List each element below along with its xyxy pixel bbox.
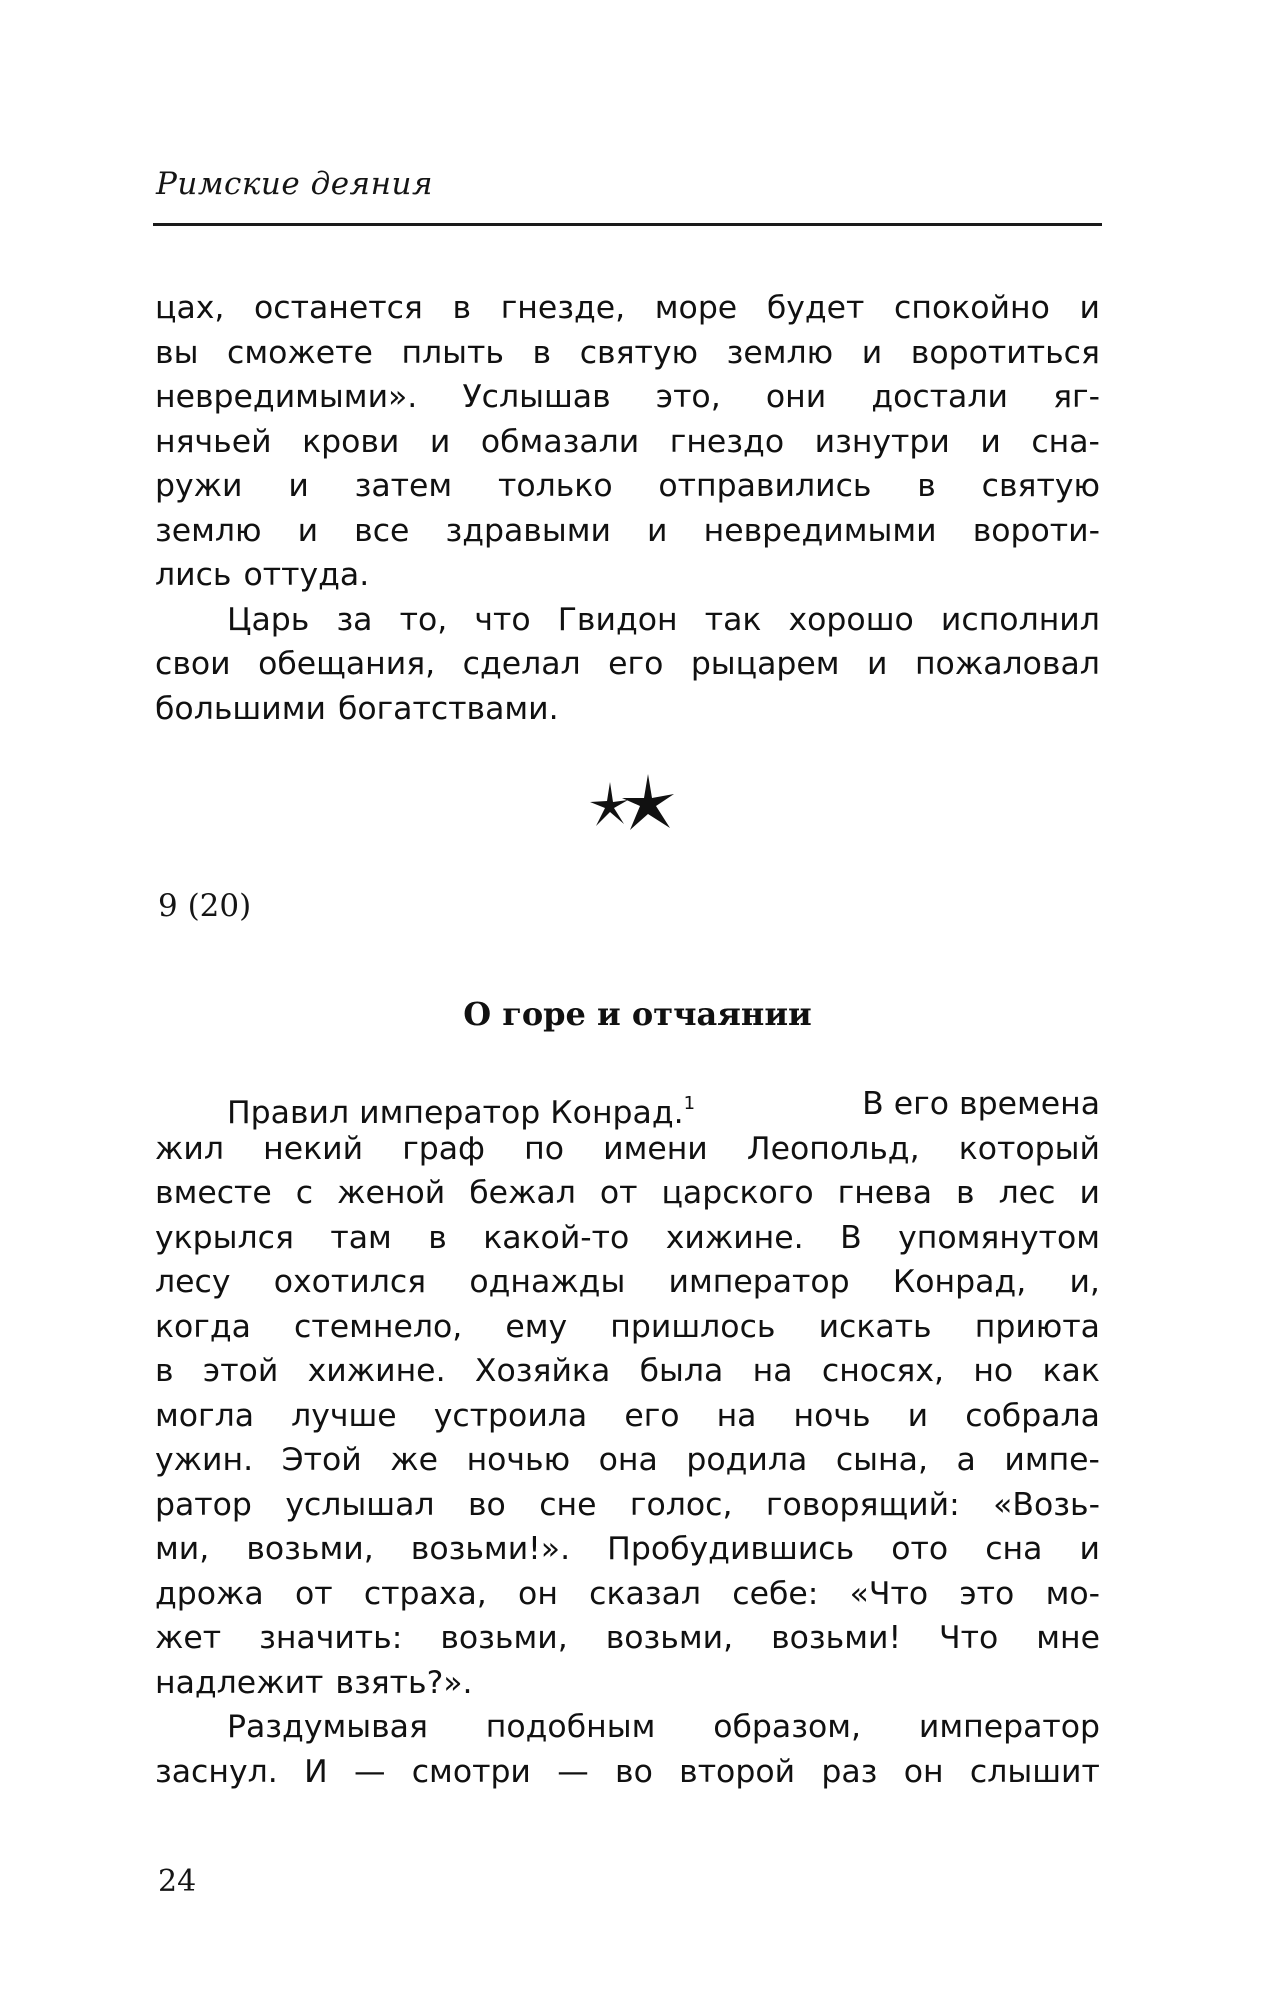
word: пожаловал [914, 646, 1100, 682]
word: искать [818, 1308, 932, 1345]
word: услышал [285, 1486, 435, 1523]
word: и [907, 1397, 929, 1434]
word: ужин. [155, 1442, 254, 1478]
word: останется [254, 290, 423, 326]
word: могла [155, 1397, 255, 1434]
word: хорошо [788, 601, 914, 638]
word: Конрад, [892, 1264, 1027, 1300]
word: возьми, [440, 1620, 568, 1656]
word: спокойно [894, 290, 1050, 326]
word: стемнело, [294, 1308, 463, 1345]
word: сна [985, 1531, 1043, 1567]
text-line [155, 509, 1100, 554]
word: здравыми [445, 512, 611, 549]
word: «Возь- [993, 1486, 1100, 1523]
word: «Что [849, 1575, 929, 1612]
word: собрала [965, 1397, 1100, 1434]
word: ночью [466, 1442, 571, 1478]
word: это, [655, 379, 721, 415]
word: достали [871, 379, 1008, 415]
word: море [654, 290, 738, 326]
word: Хозяйка [474, 1353, 611, 1389]
word: все [354, 512, 410, 549]
word: однажды [469, 1264, 626, 1300]
word: там [330, 1219, 392, 1256]
footnote-marker[interactable]: 1 [683, 1093, 696, 1114]
word: в [917, 468, 936, 504]
word: говорящий: [765, 1486, 960, 1523]
word: затем [354, 468, 453, 504]
word: вороти- [972, 512, 1100, 549]
word: Гвидон [557, 601, 678, 638]
word: импе- [1004, 1442, 1100, 1478]
word: и [647, 512, 668, 549]
word: В [840, 1219, 862, 1256]
word: этой [202, 1353, 279, 1389]
word: себе: [732, 1575, 819, 1612]
word: ночь [793, 1397, 871, 1434]
word: обмазали [480, 423, 640, 460]
text-line [155, 1661, 1100, 1706]
word: свои [155, 646, 231, 682]
word: который [958, 1130, 1100, 1167]
text-line [155, 1705, 1100, 1750]
text-line [155, 598, 1100, 643]
word: в [428, 1219, 447, 1256]
word: отправились [658, 468, 872, 504]
word: мне [1036, 1620, 1100, 1656]
word: укрылся [155, 1219, 294, 1256]
text-line-start: Правил император Конрад.1 [227, 1082, 695, 1127]
word: лись [155, 557, 232, 593]
word: же [390, 1442, 439, 1478]
word: Услышав [462, 379, 611, 415]
word: обещания, [258, 646, 436, 682]
continued-text-block [155, 286, 1100, 731]
word: подобным [485, 1709, 656, 1745]
text-line [155, 286, 1100, 331]
word: бежал [469, 1175, 576, 1211]
word: в [155, 1353, 174, 1389]
word: Царь [227, 601, 310, 638]
word: но [973, 1353, 1014, 1389]
text-line [155, 464, 1100, 509]
word: Пробудившись [607, 1531, 855, 1567]
text-line [155, 1082, 1100, 1131]
text-line [155, 1438, 1100, 1483]
word: И [304, 1753, 328, 1790]
word: некий [263, 1130, 364, 1167]
chapter-number: 9 (20) [158, 888, 252, 924]
word: жет [155, 1620, 222, 1656]
text-line-end: В его времена [862, 1086, 1100, 1122]
word: и [429, 423, 451, 460]
word: Леопольд, [746, 1130, 920, 1167]
word: что [474, 601, 531, 638]
text-line [155, 1216, 1100, 1261]
word: сносях, [821, 1353, 944, 1389]
word: гнезде, [500, 290, 626, 326]
word: возьми, [246, 1531, 374, 1567]
word: они [765, 379, 827, 415]
word: цах, [155, 290, 225, 326]
text-line [155, 1483, 1100, 1528]
word: так [704, 601, 762, 638]
word: на [752, 1353, 793, 1389]
word: Что [939, 1620, 999, 1656]
word: возьми! [771, 1620, 902, 1656]
word: плыть [401, 334, 504, 371]
word: воротиться [910, 334, 1100, 371]
word: возьми!». [410, 1531, 571, 1567]
word: с [295, 1175, 314, 1211]
word: богатствами. [337, 690, 559, 727]
text-line [155, 1171, 1100, 1216]
word: устроила [433, 1397, 588, 1434]
word: ото [891, 1531, 949, 1567]
word: яг- [1053, 379, 1100, 415]
word: будет [766, 290, 865, 326]
word: лес [998, 1175, 1056, 1211]
word: император [918, 1709, 1100, 1745]
word: — [353, 1753, 386, 1790]
page-number: 24 [158, 1864, 197, 1899]
word: приюта [974, 1308, 1100, 1345]
word: изнутри [814, 423, 950, 460]
word: возьми, [605, 1620, 734, 1656]
word: ружи [155, 468, 243, 504]
word: сна- [1031, 423, 1100, 460]
word: Раздумывая [227, 1709, 428, 1745]
word: хижине. [307, 1353, 446, 1389]
word: и [1079, 290, 1100, 326]
text-line [155, 1349, 1100, 1394]
word: в [956, 1175, 975, 1211]
text-line [155, 375, 1100, 420]
word: жил [155, 1130, 224, 1167]
word: большими [155, 690, 326, 727]
word: его [624, 1397, 680, 1434]
word: слышит [969, 1753, 1100, 1790]
word: голос, [629, 1486, 733, 1523]
word: по [524, 1130, 564, 1167]
word: за [336, 601, 373, 638]
word: во [467, 1486, 506, 1523]
word: крови [302, 423, 400, 460]
header-rule [153, 223, 1102, 226]
word: это [959, 1575, 1015, 1612]
word: и [867, 646, 888, 682]
text-line [155, 642, 1100, 687]
word: граф [402, 1130, 485, 1167]
text-line [155, 1616, 1100, 1661]
word: землю [155, 512, 262, 549]
text-line [155, 331, 1100, 376]
word: сне [539, 1486, 597, 1523]
text-line [155, 420, 1100, 465]
word: охотился [273, 1264, 427, 1300]
word: невредимыми». [155, 379, 418, 415]
text-line [155, 687, 1100, 732]
text-line [155, 1750, 1100, 1795]
word: значить: [259, 1620, 403, 1656]
word: а [956, 1442, 976, 1478]
word: образом, [713, 1709, 862, 1745]
word: святую [981, 468, 1100, 504]
word: святую [579, 334, 699, 371]
word: Этой [281, 1442, 362, 1478]
word: и [1079, 1531, 1100, 1567]
word: упомянутом [898, 1219, 1100, 1256]
word: он [518, 1575, 558, 1612]
word: страха, [363, 1575, 487, 1612]
word: сказал [589, 1575, 702, 1612]
text-line [155, 1394, 1100, 1439]
word: мо- [1045, 1575, 1100, 1612]
word: гнева [837, 1175, 933, 1211]
word: — [557, 1753, 589, 1790]
word: пришлось [610, 1308, 776, 1345]
word: исполнил [940, 601, 1100, 638]
word: император [668, 1264, 850, 1300]
word: раз [821, 1753, 878, 1790]
word: во [615, 1753, 653, 1790]
word: второй [679, 1753, 796, 1790]
word: и, [1069, 1264, 1100, 1300]
text-line [155, 1572, 1100, 1617]
word: она [598, 1442, 658, 1478]
word: и [1079, 1175, 1100, 1211]
word: какой-то [483, 1219, 630, 1256]
text-line [155, 1305, 1100, 1350]
word: хижине. [665, 1219, 804, 1256]
chapter-title: О горе и отчаянии [463, 995, 812, 1033]
word: взять?». [335, 1664, 473, 1701]
word: только [497, 468, 613, 504]
word: была [639, 1353, 724, 1389]
text-line [155, 1260, 1100, 1305]
word: и [980, 423, 1001, 460]
word: родила [686, 1442, 808, 1478]
word: заснул. [155, 1753, 278, 1790]
word: женой [337, 1175, 446, 1211]
word: царского [661, 1175, 814, 1211]
text-line [155, 553, 1100, 598]
word: ми, [155, 1531, 210, 1567]
word: дрожа [155, 1575, 264, 1612]
word: когда [155, 1308, 251, 1345]
word: то, [399, 601, 448, 638]
word: лучше [291, 1397, 397, 1434]
word: ратор [155, 1486, 252, 1523]
chapter-text-block [155, 1082, 1100, 1794]
word: оттуда. [243, 557, 370, 593]
word: сделал [462, 646, 581, 682]
word: и [288, 468, 309, 504]
word: рыцарем [690, 646, 840, 682]
word: он [903, 1753, 944, 1790]
word: сможете [227, 334, 373, 371]
word: его [608, 646, 664, 682]
word: в [452, 290, 472, 326]
word: сына, [835, 1442, 928, 1478]
word: надлежит [155, 1664, 324, 1701]
section-ornament-icon [578, 772, 682, 842]
word: от [294, 1575, 333, 1612]
word: и [861, 334, 883, 371]
word: как [1042, 1353, 1100, 1389]
word: вместе [155, 1175, 272, 1211]
word: и [297, 512, 319, 549]
word: гнездо [669, 423, 785, 460]
word: в [532, 334, 552, 371]
word: имени [603, 1130, 708, 1167]
word: вы [155, 334, 199, 371]
word: на [716, 1397, 757, 1434]
running-head: Римские деяния [156, 166, 433, 202]
word: ему [505, 1308, 568, 1345]
text-line [155, 1527, 1100, 1572]
word: землю [726, 334, 834, 371]
word: смотри [411, 1753, 531, 1790]
word: нячьей [155, 423, 272, 460]
word: невредимыми [703, 512, 937, 549]
word: от [599, 1175, 638, 1211]
word: лесу [155, 1264, 231, 1300]
text-line [155, 1127, 1100, 1172]
